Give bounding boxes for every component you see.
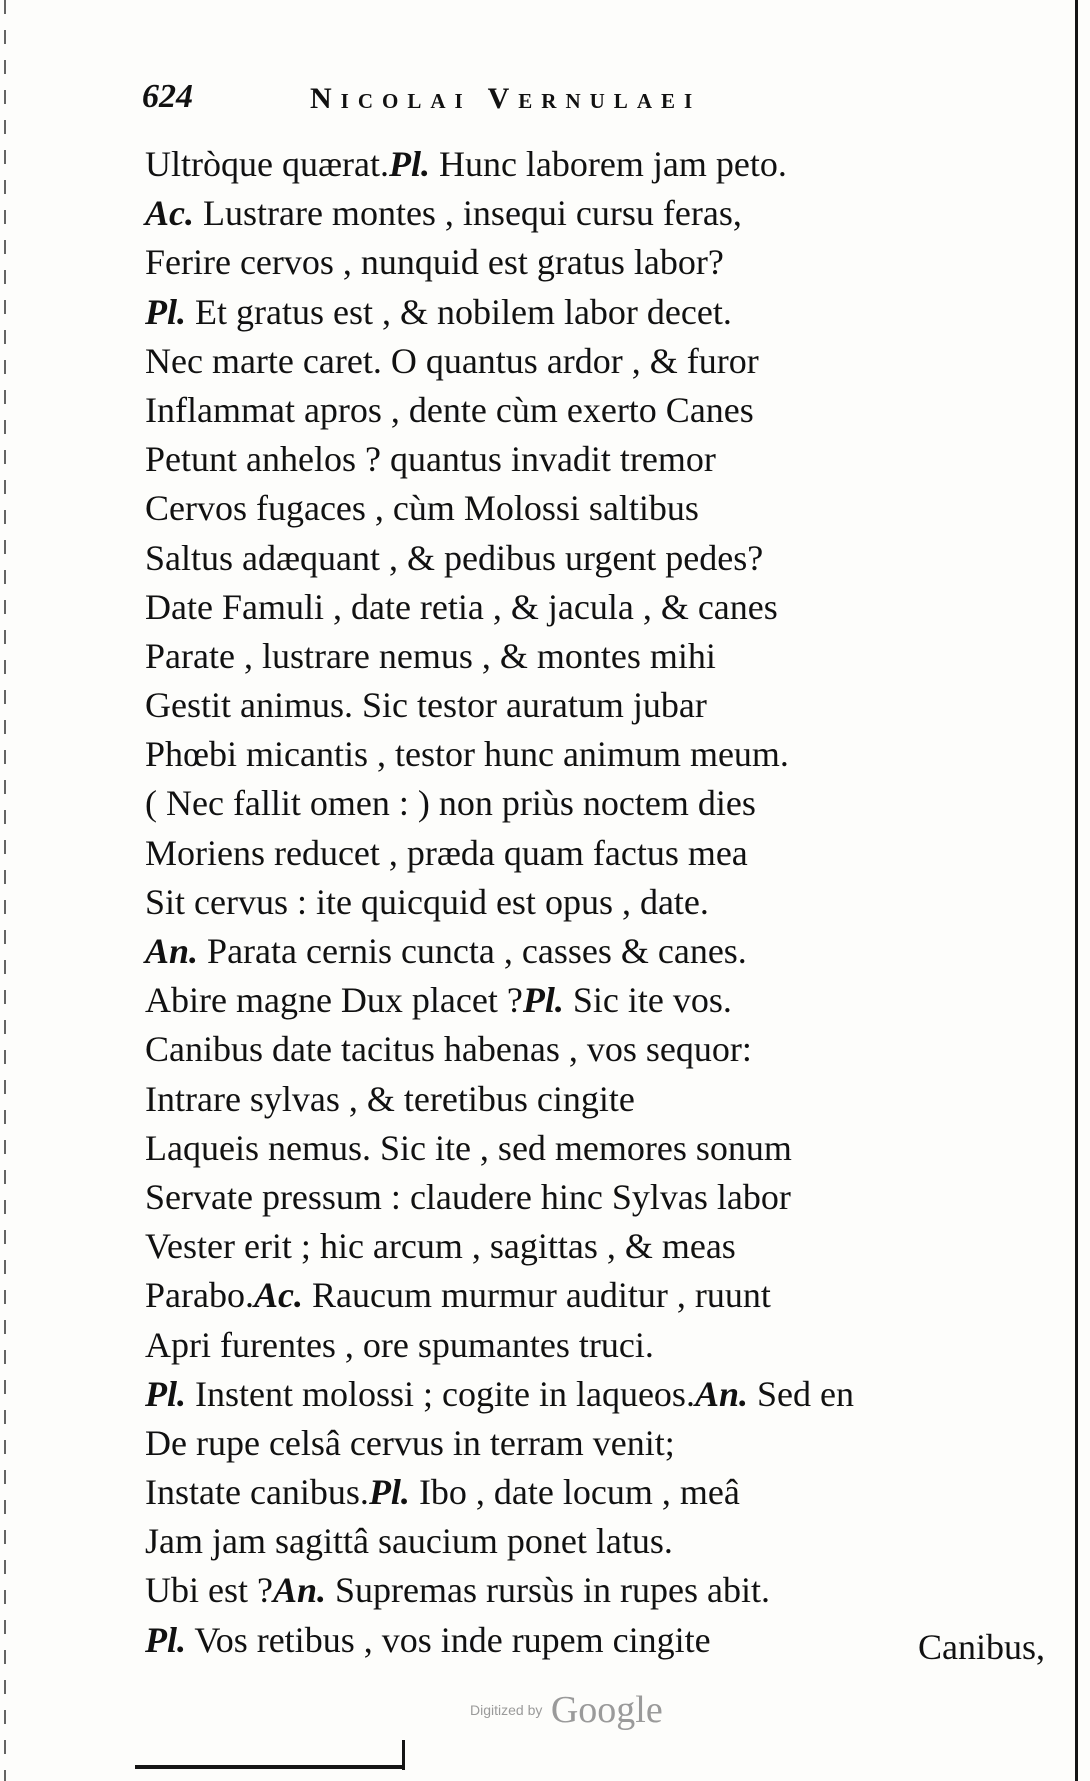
line-text: Vester erit ; hic arcum , sagittas , & meas (145, 1226, 736, 1267)
verse-line (145, 927, 1045, 976)
verse-line (145, 534, 1045, 583)
verse-line (145, 1321, 1045, 1370)
speaker-label: An. (272, 1570, 327, 1611)
line-text: ( Nec fallit omen : ) non priùs noctem dies (145, 783, 756, 824)
line-text: Vos retibus , vos inde rupem cingite (186, 1619, 711, 1660)
line-text: Gestit animus. Sic testor auratum jubar (145, 685, 707, 726)
line-text: Parate , lustrare nemus , & montes mihi (145, 635, 716, 676)
bottom-tick (402, 1740, 405, 1770)
line-text: Sit cervus : ite quicquid est opus , date. (145, 881, 709, 922)
line-text: Phœbi micantis , testor hunc animum meum. (145, 734, 789, 775)
running-title: Nicolai Vernulaei (310, 82, 702, 115)
verse-line (145, 288, 1045, 337)
line-text: Abire magne Dux placet ? (145, 980, 523, 1021)
line-text: Canibus date tacitus habenas , vos sequor: (145, 1029, 752, 1070)
line-text: Lustrare montes , insequi cursu feras, (194, 193, 742, 234)
verse-line (145, 386, 1045, 435)
line-text: Sed en (748, 1373, 854, 1414)
line-text: Moriens reducet , præda quam factus mea (145, 832, 748, 873)
line-text: Ultròque quærat. (145, 144, 389, 184)
line-text: Ubi est ? (145, 1570, 273, 1611)
line-text: Date Famuli , date retia , & jacula , & canes (145, 586, 778, 627)
line-text: Nec marte caret. O quantus ardor , & furor (145, 340, 759, 381)
speaker-label: Pl. (145, 291, 186, 332)
line-text: Jam jam sagittâ saucium ponet latus. (145, 1521, 673, 1562)
line-text: Instent molossi ; cogite in laqueos. (186, 1373, 695, 1414)
verse-line (145, 484, 1045, 533)
line-text: Petunt anhelos ? quantus invadit tremor (145, 439, 716, 480)
verse-line (145, 1616, 1045, 1665)
line-text: Parabo. (145, 1275, 254, 1316)
bottom-rule (135, 1765, 405, 1769)
speaker-label: Pl. (145, 1373, 186, 1414)
line-text: Raucum murmur auditur , ruunt (302, 1275, 771, 1316)
speaker-label: An. (145, 931, 199, 971)
verse-line (145, 976, 1045, 1025)
speaker-label: Pl. (522, 980, 564, 1021)
verse-line (145, 140, 1045, 189)
speaker-label: Pl. (368, 1472, 410, 1513)
watermark-prefix: Digitized by (470, 1702, 543, 1718)
line-text: De rupe celsâ cervus in terram venit; (145, 1422, 675, 1463)
verse-text (145, 140, 1045, 1665)
line-text: Ibo , date locum , meâ (409, 1472, 740, 1513)
verse-line (145, 337, 1045, 386)
line-text: Saltus adæquant , & pedibus urgent pedes? (145, 537, 764, 578)
google-logo: Google (550, 1689, 663, 1731)
verse-line (145, 1222, 1045, 1271)
verse-line (145, 1370, 1045, 1419)
verse-line (145, 238, 1045, 287)
line-text: Intrare sylvas , & teretibus cingite (145, 1078, 635, 1119)
page-header (142, 78, 922, 128)
line-text: Laqueis nemus. Sic ite , sed memores sonum (145, 1127, 792, 1168)
line-text: Parata cernis cuncta , casses & canes. (198, 931, 747, 971)
verse-line (145, 1468, 1045, 1517)
page-number: 624 (142, 78, 193, 115)
line-text: Ferire cervos , nunquid est gratus labor? (145, 242, 724, 283)
catchword: Canibus, (917, 1627, 1045, 1667)
verse-line (145, 632, 1045, 681)
verse-line (145, 189, 1045, 238)
line-text: Et gratus est , & nobilem labor decet. (186, 291, 732, 332)
line-text: Cervos fugaces , cùm Molossi saltibus (145, 488, 699, 529)
verse-line (145, 1025, 1045, 1074)
speaker-label: Pl. (145, 1619, 186, 1660)
verse-line (145, 730, 1045, 779)
line-text: Servate pressum : claudere hinc Sylvas labor (145, 1176, 791, 1217)
digitized-watermark (470, 1688, 663, 1732)
verse-line (145, 1517, 1045, 1566)
speaker-label: Ac. (253, 1275, 303, 1316)
verse-line (145, 829, 1045, 878)
line-text: Instate canibus. (145, 1472, 369, 1513)
speaker-label: Pl. (388, 144, 430, 184)
line-text: Supremas rursùs in rupes abit. (326, 1570, 770, 1611)
line-text: Inflammat apros , dente cùm exerto Canes (145, 389, 754, 430)
verse-line (145, 1075, 1045, 1124)
verse-line (145, 435, 1045, 484)
line-text: Apri furentes , ore spumantes truci. (145, 1324, 654, 1365)
verse-line (145, 681, 1045, 730)
verse-line (145, 878, 1045, 927)
verse-line (145, 583, 1045, 632)
verse-line (145, 1271, 1045, 1320)
line-text: Sic ite vos. (563, 980, 732, 1021)
line-text: Hunc laborem jam peto. (429, 144, 787, 184)
page-edge-right (1075, 0, 1078, 1781)
page-edge-left (4, 0, 6, 1781)
verse-line (145, 1124, 1045, 1173)
verse-line (145, 1173, 1045, 1222)
verse-line (145, 1566, 1045, 1615)
verse-line (145, 779, 1045, 828)
speaker-label: Ac. (145, 193, 194, 234)
speaker-label: An. (694, 1373, 748, 1414)
verse-line (145, 1419, 1045, 1468)
